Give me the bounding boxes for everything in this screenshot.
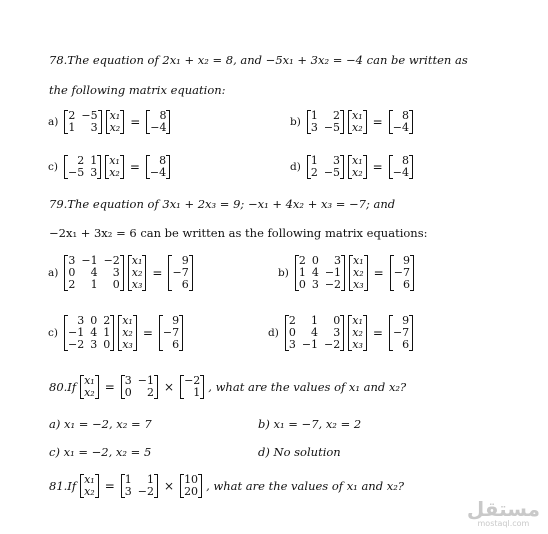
constant-vector [389,315,413,351]
variable-vector [105,155,124,179]
coefficient-matrix-cell: 3 [112,266,120,279]
equals-sign: = [129,160,140,174]
q79-option-c[interactable] [48,315,183,351]
variable-vector-cell: x₂ [84,485,95,498]
q80-option-d-label: d) [258,445,270,459]
coefficient-matrix-cell: 3 [124,374,132,387]
q79-option-b[interactable] [278,255,414,291]
equals-sign: = [142,326,153,340]
coefficient-matrix-cell: 2 [68,278,76,291]
coefficient-matrix-cell: 0 [103,338,111,351]
q80-option-c[interactable] [49,445,151,459]
q80-option-d-text: No solution [273,445,341,459]
question-suffix: , what are the values of x₁ and x₂? [208,380,407,394]
variable-vector [106,110,125,134]
variable-vector-cell: x₁ [109,154,120,167]
constant-vector-cell: −7 [393,266,410,279]
constant-vector-cell: 6 [172,338,180,351]
constant-vector [389,110,413,134]
variable-vector [80,474,99,498]
q78-stem-line2: the following matrix equation: [49,83,226,97]
coefficient-matrix-cell: 1 [298,266,306,279]
constant-vector [146,110,170,134]
coefficient-matrix-cell: 0 [288,326,296,339]
coefficient-matrix-cell: 1 [103,326,111,339]
coefficient-matrix-cell: 4 [90,326,98,339]
coefficient-matrix-cell: 3 [90,166,98,179]
coefficient-matrix-cell: −2 [103,254,120,267]
coefficient-matrix-cell: 1 [90,278,98,291]
q80-option-d[interactable] [258,445,341,459]
coefficient-matrix [285,315,344,351]
times-sign: × [164,479,175,493]
q80-option-c-text: x₁ = −2, x₂ = 5 [63,445,152,459]
variable-vector-cell: x₃ [131,278,143,291]
q79-stem-line2: −2x₁ + 3x₂ = 6 can be written as the following matrix equations: [49,226,428,240]
mostaql-watermark [467,499,540,528]
constant-vector-cell: 8 [159,109,167,122]
variable-vector [349,255,368,291]
coefficient-matrix-cell: 0 [298,278,306,291]
coefficient-matrix [295,255,345,291]
coefficient-matrix-cell: 3 [311,278,319,291]
variable-vector-cell: x₁ [122,314,133,327]
multiplier-vector [180,474,202,498]
coefficient-matrix-cell: −1 [324,266,342,279]
coefficient-matrix-cell: 3 [334,254,342,267]
coefficient-matrix-cell: 2 [310,166,318,179]
coefficient-matrix-cell: −2 [324,278,342,291]
constant-vector-cell: 9 [181,254,189,267]
variable-vector-cell: x₂ [352,121,363,134]
multiplier-vector-cell: 1 [193,386,201,399]
coefficient-matrix [307,110,344,134]
constant-vector-cell: 8 [401,154,409,167]
variable-vector-cell: x₂ [122,326,133,339]
variable-vector-cell: x₁ [84,473,95,486]
constant-vector-cell: −4 [392,121,409,134]
coefficient-matrix-cell: −5 [323,166,341,179]
variable-vector-cell: x₂ [352,166,363,179]
coefficient-matrix-cell: 1 [124,473,132,486]
constant-vector-cell: 9 [402,254,410,267]
equals-sign: = [130,115,141,129]
q80-option-b[interactable] [258,417,361,431]
times-sign: × [164,380,175,394]
constant-vector-cell: −7 [172,266,189,279]
variable-vector [128,255,147,291]
multiplier-vector-cell: 10 [184,473,199,486]
q80-option-b-text: x₁ = −7, x₂ = 2 [273,417,362,431]
coefficient-matrix [121,375,158,399]
constant-vector-cell: −4 [392,166,409,179]
variable-vector-cell: x₁ [352,154,363,167]
watermark-arabic: مستقل [466,497,540,521]
constant-vector-cell: 9 [172,314,180,327]
coefficient-matrix-cell: 1 [311,314,319,327]
equals-sign: = [152,266,163,280]
equals-sign: = [373,266,384,280]
variable-vector-cell: x₂ [109,121,121,134]
q80-option-b-label: b) [258,417,270,431]
variable-vector-cell: x₃ [352,338,363,351]
coefficient-matrix-cell: 3 [90,338,98,351]
coefficient-matrix-cell: 3 [310,121,318,134]
coefficient-matrix-cell: −2 [67,338,85,351]
coefficient-matrix [64,255,123,291]
variable-vector-cell: x₁ [352,314,363,327]
variable-vector-cell: x₃ [353,278,364,291]
variable-vector [348,315,367,351]
q78-option-a[interactable] [48,110,170,134]
coefficient-matrix-cell: 0 [311,254,319,267]
coefficient-matrix-cell: 1 [68,121,76,134]
question-suffix: , what are the values of x₁ and x₂? [206,479,404,493]
coefficient-matrix-cell: 1 [147,473,154,486]
coefficient-matrix-cell: 0 [90,314,98,327]
coefficient-matrix-cell: −5 [67,166,85,179]
coefficient-matrix-cell: −5 [81,109,98,122]
q80-option-a[interactable] [49,417,152,431]
coefficient-matrix-cell: 3 [333,326,341,339]
coefficient-matrix-cell: 2 [288,314,296,327]
q78-option-d[interactable] [290,155,413,179]
coefficient-matrix-cell: 0 [124,386,132,399]
constant-vector-cell: 6 [402,338,410,351]
coefficient-matrix-cell: 1 [90,154,98,167]
variable-vector-cell: x₂ [109,166,120,179]
coefficient-matrix-cell: 3 [90,121,98,134]
coefficient-matrix-cell: 3 [68,254,76,267]
constant-vector-cell: −4 [150,121,167,134]
variable-vector [118,315,137,351]
coefficient-matrix-cell: −1 [137,374,154,387]
coefficient-matrix-cell: 4 [311,326,319,339]
q78-option-c[interactable] [48,155,170,179]
q80-stem [49,375,406,399]
option-label: c) [48,161,58,173]
coefficient-matrix [64,110,101,134]
equals-sign: = [104,380,115,394]
constant-vector-cell: 6 [181,278,189,291]
coefficient-matrix-cell: −1 [81,254,98,267]
coefficient-matrix-cell: 2 [333,109,341,122]
q78-option-b[interactable] [290,110,413,134]
multiplier-vector-cell: 20 [184,485,199,498]
q80-option-c-label: c) [49,445,60,459]
constant-vector-cell: 8 [401,109,409,122]
q79-stem-line1: 79.The equation of 3x₁ + 2x₃ = 9; −x₁ + 4x₂ + x₃ = −7; and [49,197,396,211]
variable-vector-cell: x₂ [84,386,95,399]
coefficient-matrix-cell: 4 [311,266,319,279]
constant-vector-cell: −7 [162,326,180,339]
variable-vector [80,375,99,399]
coefficient-matrix-cell: 3 [124,485,132,498]
constant-vector [390,255,414,291]
constant-vector [146,155,170,179]
equals-sign: = [372,160,383,174]
option-label: c) [48,327,58,339]
equals-sign: = [372,115,383,129]
coefficient-matrix-cell: 3 [333,154,341,167]
coefficient-matrix-cell: 3 [288,338,296,351]
option-label: d) [268,327,279,339]
coefficient-matrix-cell: 4 [90,266,98,279]
equals-sign: = [372,326,383,340]
coefficient-matrix [307,155,344,179]
option-label: a) [48,267,59,279]
coefficient-matrix-cell: 0 [333,314,341,327]
coefficient-matrix-cell: 2 [298,254,306,267]
variable-vector-cell: x₂ [131,266,143,279]
coefficient-matrix-cell: 2 [68,109,76,122]
q78-stem-line1: 78.The equation of 2x₁ + x₂ = 8, and −5x₁ + 3x₂ = −4 can be written as [49,53,468,67]
variable-vector [348,155,367,179]
constant-vector-cell: 8 [159,154,167,167]
coefficient-matrix-cell: −2 [324,338,341,351]
coefficient-matrix-cell: 1 [310,154,318,167]
coefficient-matrix-cell: −1 [67,326,85,339]
variable-vector-cell: x₁ [352,109,363,122]
coefficient-matrix-cell: 0 [68,266,76,279]
option-label: d) [290,161,301,173]
constant-vector-cell: −4 [149,166,167,179]
variable-vector-cell: x₁ [109,109,121,122]
coefficient-matrix-cell: −1 [301,338,319,351]
coefficient-matrix [64,155,101,179]
multiplier-vector-cell: −2 [184,374,201,387]
option-label: b) [278,267,289,279]
constant-vector-cell: 9 [402,314,410,327]
coefficient-matrix-cell: 2 [77,154,85,167]
coefficient-matrix-cell: 3 [77,314,85,327]
coefficient-matrix [121,474,158,498]
constant-vector-cell: 6 [402,278,410,291]
question-prefix: 81.If [49,479,77,493]
coefficient-matrix-cell: 1 [310,109,318,122]
coefficient-matrix [64,315,114,351]
variable-vector-cell: x₁ [353,254,364,267]
variable-vector-cell: x₂ [352,326,363,339]
variable-vector-cell: x₂ [353,266,364,279]
coefficient-matrix-cell: 2 [147,386,154,399]
constant-vector-cell: −7 [392,326,410,339]
q81-stem [49,474,404,498]
q80-option-a-label: a) [49,417,61,431]
coefficient-matrix-cell: 0 [112,278,120,291]
q79-option-a[interactable] [48,255,193,291]
constant-vector [389,155,413,179]
constant-vector [168,255,192,291]
coefficient-matrix-cell: −5 [323,121,341,134]
variable-vector [348,110,367,134]
option-label: b) [290,116,301,128]
coefficient-matrix-cell: −2 [137,485,154,498]
q79-option-d[interactable] [268,315,413,351]
equals-sign: = [104,479,115,493]
coefficient-matrix-cell: 2 [103,314,111,327]
q80-option-a-text: x₁ = −2, x₂ = 7 [64,417,152,431]
question-prefix: 80.If [49,380,77,394]
watermark-latin: mostaql.com [477,519,530,528]
variable-vector-cell: x₁ [131,254,143,267]
variable-vector-cell: x₃ [122,338,133,351]
option-label: a) [48,116,59,128]
variable-vector-cell: x₁ [84,374,95,387]
constant-vector [159,315,183,351]
multiplier-vector [180,375,204,399]
